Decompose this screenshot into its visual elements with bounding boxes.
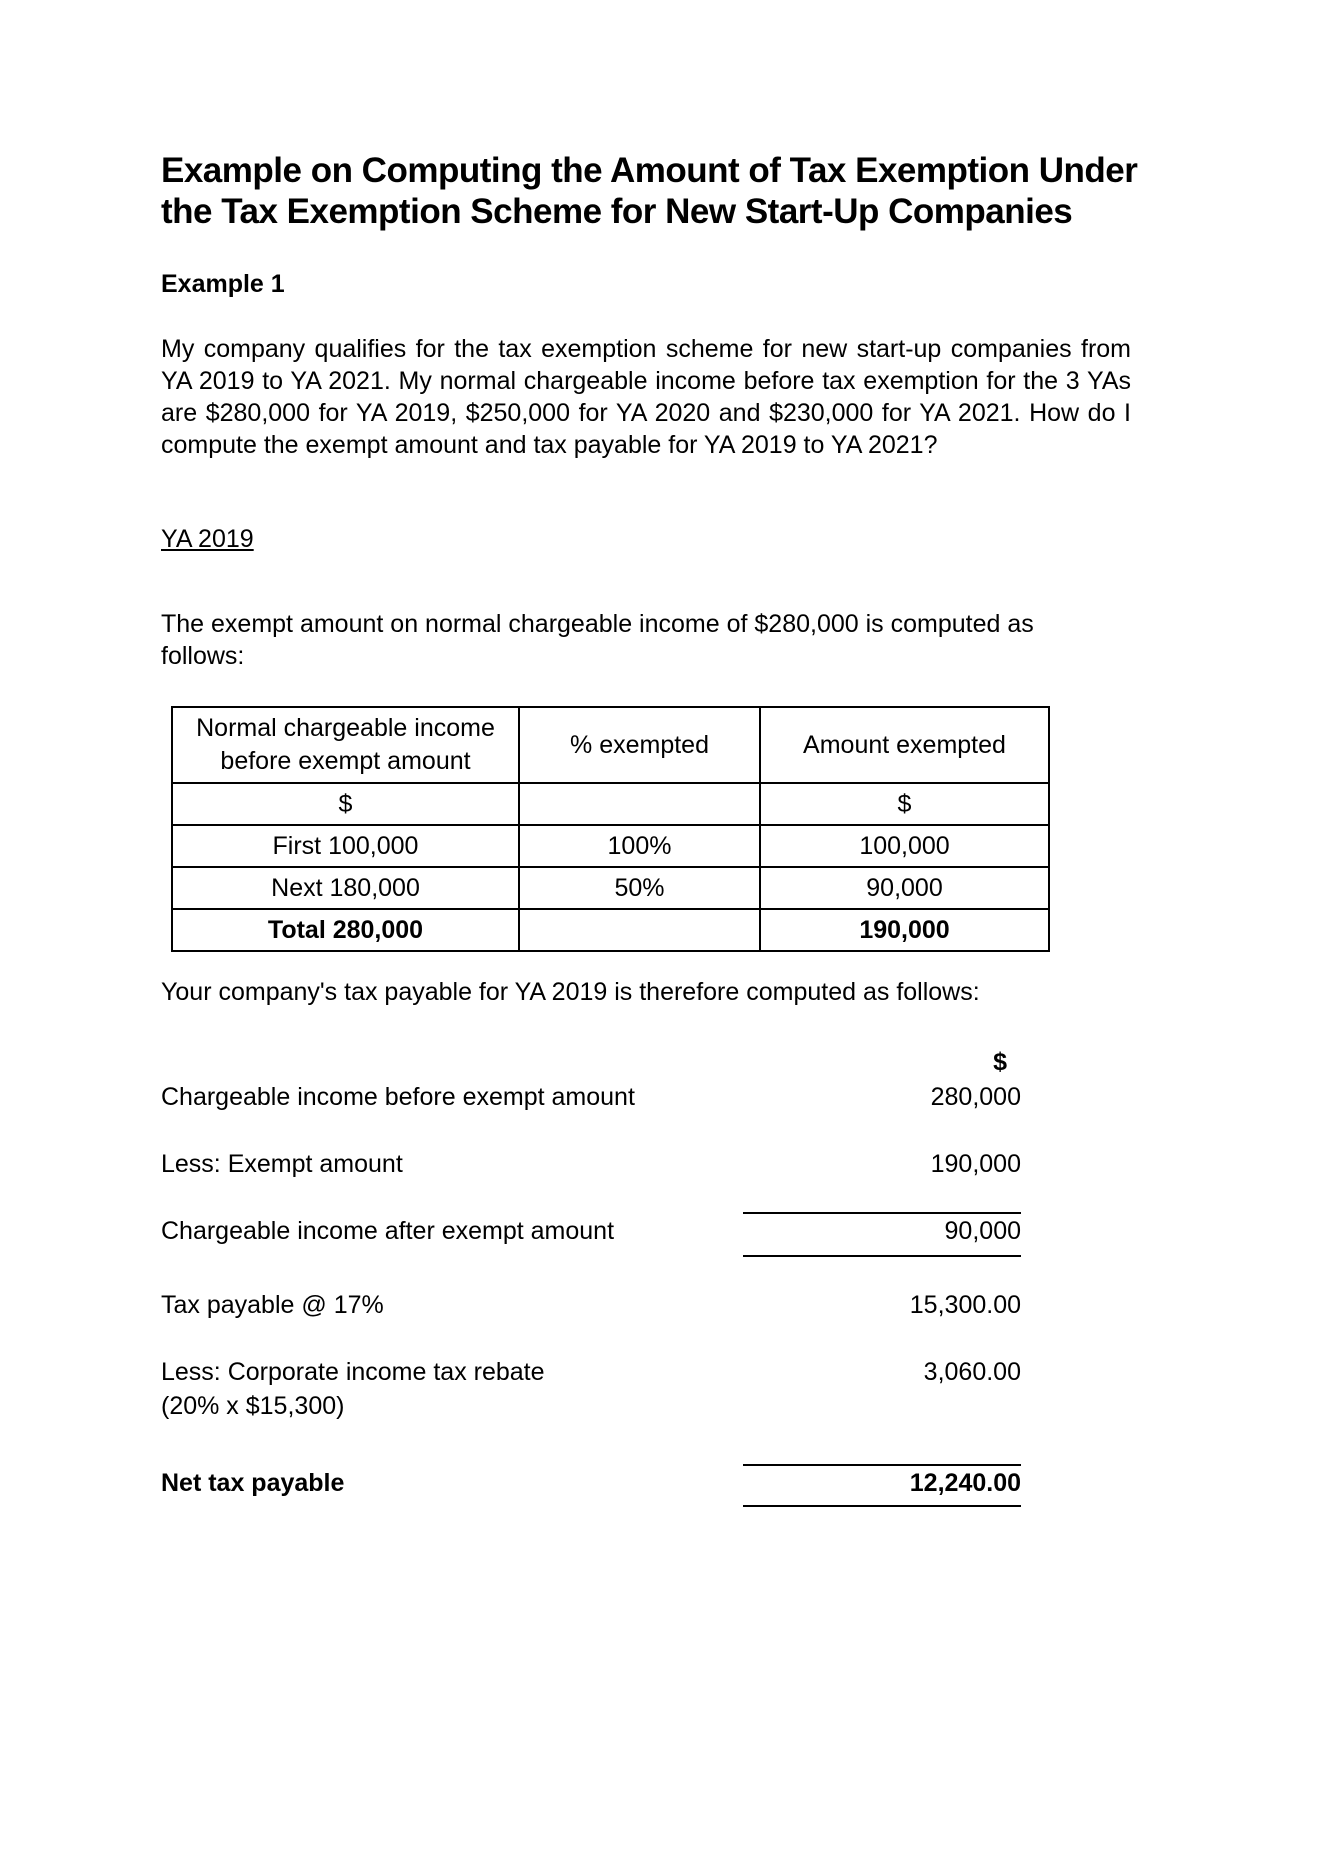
compute-intro: Your company's tax payable for YA 2019 is therefore computed as follows: [161,978,980,1006]
intro-paragraph: The exempt amount on normal chargeable income of $280,000 is computed as follows: [161,610,1034,670]
computation-label: Tax payable @ 17% [161,1291,384,1319]
table-header: Normal chargeable income before exempt amount [172,707,519,783]
rebate-label-line: (20% x $15,300) [161,1392,345,1420]
table-total-row [172,909,1049,951]
table-row [172,825,1049,867]
table-cell: Total 280,000 [172,909,519,951]
page-title: Example on Computing the Amount of Tax Exemption Under the Tax Exemption Scheme for New Start-Up Companies [161,151,1138,231]
computation-value: 280,000 [930,1083,1021,1111]
table-cell: Next 180,000 [172,867,519,909]
computation-value: 12,240.00 [909,1469,1021,1497]
rebate-label-line: Less: Corporate income tax rebate [161,1358,545,1386]
table-cell: 100,000 [760,825,1049,867]
exemption-table [171,706,1050,952]
table-row [172,867,1049,909]
computation-value: 90,000 [944,1217,1021,1245]
table-cell [519,783,760,825]
computation-value: 15,300.00 [909,1291,1021,1319]
computation-value: 190,000 [930,1150,1021,1178]
computation-value: 3,060.00 [923,1358,1021,1386]
table-cell: 100% [519,825,760,867]
sum-rule [743,1505,1021,1507]
table-cell: 50% [519,867,760,909]
computation-label: Less: Exempt amount [161,1150,403,1178]
computation-label: Net tax payable [161,1469,345,1497]
table-cell: First 100,000 [172,825,519,867]
table-cell: 90,000 [760,867,1049,909]
table-header: % exempted [519,707,760,783]
table-unit-row [172,783,1049,825]
table-header-row [172,707,1049,783]
table-header: Amount exempted [760,707,1049,783]
question-paragraph: My company qualifies for the tax exemption scheme for new start-up companies from YA 2019 to YA 2021. My normal chargeable income before tax exemption for the 3 YAs are $280,000 for YA 2019, $250,000 for YA 2020 and $230,000 for YA 2021. How do I compute the exempt amount and tax payable for YA 2019 to YA 2021? [161,335,1131,459]
currency-label: $ [993,1048,1007,1076]
table-cell: $ [760,783,1049,825]
ya-heading: YA 2019 [161,525,254,553]
table-cell: 190,000 [760,909,1049,951]
computation-label [161,1355,545,1423]
example-heading: Example 1 [161,270,285,298]
computation-label: Chargeable income after exempt amount [161,1217,615,1245]
computation-label: Chargeable income before exempt amount [161,1083,635,1111]
table-cell [519,909,760,951]
sum-rule [743,1255,1021,1257]
table-cell: $ [172,783,519,825]
